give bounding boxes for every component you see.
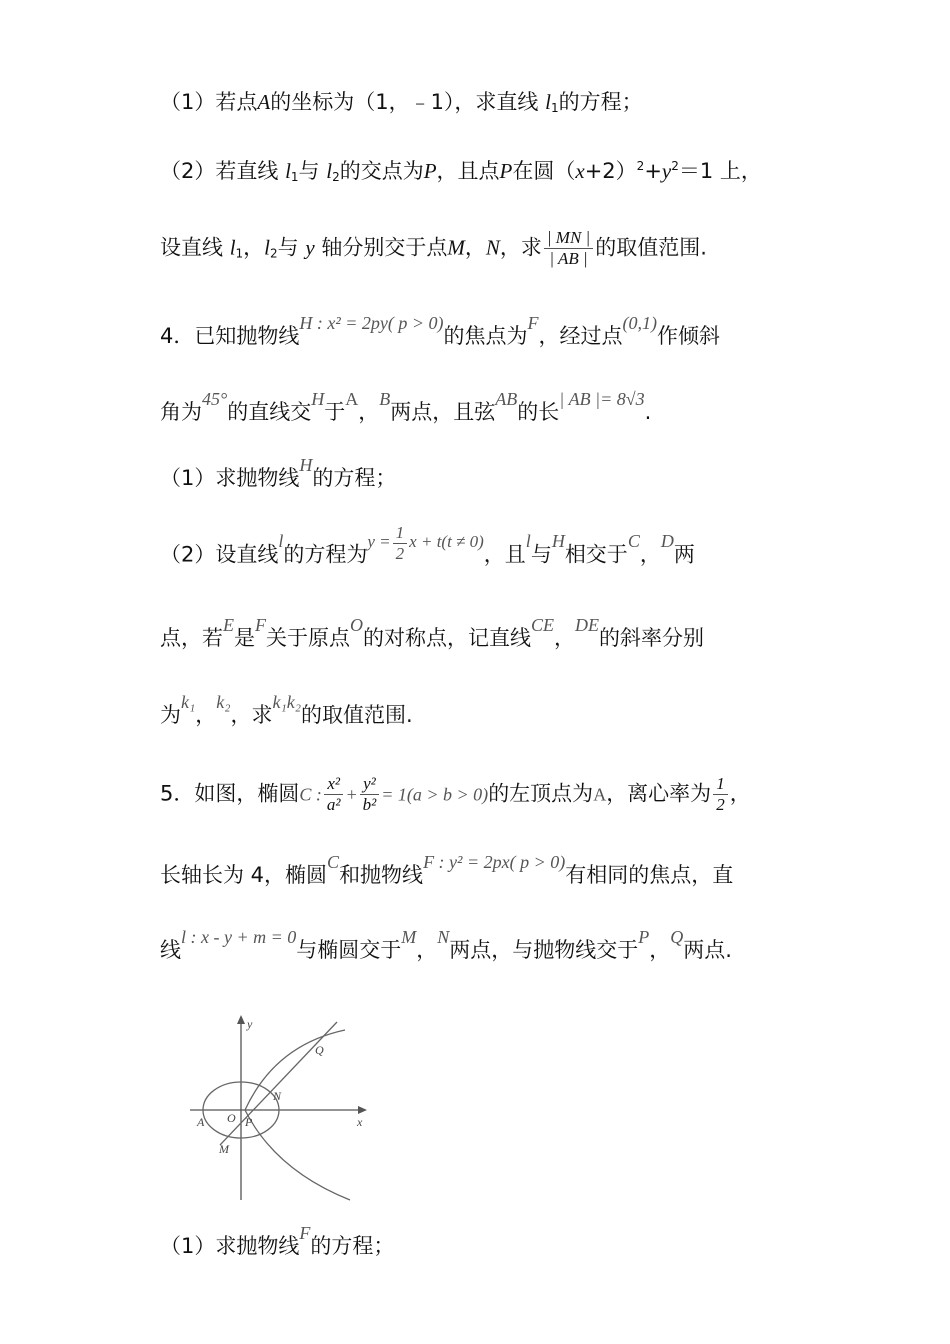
label-y: y (247, 1017, 253, 1031)
eq-part: y = (367, 532, 391, 552)
subscript: 1 (290, 170, 299, 184)
var-y: y (305, 235, 315, 260)
q4-line1 (160, 313, 721, 351)
text: ，离心率为 (606, 781, 712, 806)
text: 与 (277, 235, 299, 260)
text: 在圆（ (512, 159, 576, 183)
var-k1k2: k₁k₂ (272, 692, 301, 712)
text: ，求 (230, 703, 273, 727)
numerator: y² (360, 774, 380, 795)
text: 的方程； (310, 1234, 395, 1258)
text: 线 (160, 938, 181, 962)
equation: | AB |= 8√3 (559, 389, 645, 409)
var-N: N (485, 235, 500, 260)
subscript: 1 (235, 246, 244, 261)
text: 轴分别交于点 (321, 235, 448, 260)
var-CE: CE (531, 615, 555, 635)
text: ， (358, 400, 380, 424)
var-l: l (545, 90, 551, 114)
text: 的方程； (312, 466, 397, 490)
point: (0,1) (622, 313, 658, 333)
subscript: 2 (332, 170, 340, 184)
parabola (245, 1030, 350, 1200)
text: 是 (234, 626, 255, 650)
equation: l : x - y + m = 0 (181, 927, 297, 947)
superscript: 2 (671, 159, 679, 173)
text: 的长 (517, 400, 560, 424)
subscript: 1 (550, 101, 559, 115)
var-k1: k₁ (181, 692, 196, 712)
text: + (644, 159, 662, 183)
var-B: B (379, 389, 391, 409)
q5-part1 (160, 1223, 395, 1261)
text: 的焦点为 (443, 324, 528, 348)
label-N: N (273, 1089, 282, 1103)
var-P: P (499, 159, 513, 183)
text: 两点，且弦 (390, 400, 496, 424)
text: 设直线 (160, 235, 223, 260)
label-O: O (227, 1111, 236, 1125)
text: ， (464, 235, 486, 260)
var-O: O (350, 615, 363, 635)
text: 的斜率分别 (599, 626, 705, 650)
q4-line2 (160, 389, 652, 427)
var-AB: AB (495, 389, 518, 409)
text: （2）设直线 (160, 542, 279, 567)
label-A: A (197, 1115, 205, 1129)
text: 的坐标为（1，﹣1），求直线 (270, 90, 539, 114)
text: 点，若 (160, 626, 223, 650)
eq-part: x + t(t ≠ 0) (409, 532, 484, 552)
text: ， (243, 235, 265, 260)
text: 的方程； (558, 90, 643, 114)
var-H: H (299, 455, 313, 475)
q5-line1 (160, 774, 751, 815)
text: 有相同的焦点，直 (565, 863, 734, 887)
text: ，且 (483, 542, 526, 567)
text: ，求 (499, 235, 542, 260)
q4-part2b (160, 615, 705, 653)
var-Q: Q (670, 927, 684, 947)
var-N: N (437, 927, 450, 947)
text: ， (554, 626, 576, 650)
ellipse-parabola-figure (185, 1010, 385, 1210)
text: 的直线交 (227, 400, 312, 424)
var-l: l (278, 531, 284, 552)
label-x: x (357, 1115, 363, 1129)
superscript: 2 (636, 159, 645, 173)
text: 4．已知抛物线 (160, 324, 300, 348)
denominator: b² (362, 795, 377, 814)
text: 和抛物线 (339, 863, 424, 887)
text: ，且点 (436, 159, 500, 183)
text: （2）若直线 (160, 159, 279, 183)
text: 的对称点，记直线 (363, 626, 531, 650)
equation: F : y² = 2px( p > 0) (423, 852, 566, 872)
numerator: 1 (393, 523, 408, 544)
operator: + (345, 784, 358, 805)
text: 两点，与抛物线交于 (449, 938, 639, 962)
text: 的交点为 (339, 159, 424, 183)
text: 的取值范围. (301, 703, 413, 727)
text: 5．如图，椭圆 (160, 781, 300, 806)
text: . (644, 400, 652, 424)
var-y: y (661, 159, 672, 183)
var-k2: k₂ (216, 692, 231, 712)
text: 的方程为 (283, 542, 368, 567)
denominator: 2 (395, 544, 405, 563)
text: 关于原点 (266, 626, 350, 650)
var-M: M (447, 235, 465, 260)
var-H: H (311, 389, 325, 409)
label-P: P (245, 1115, 253, 1129)
text: 与 (530, 542, 552, 567)
text: 的左顶点为 (488, 781, 594, 806)
denominator: | AB | (549, 249, 588, 268)
var-E: E (223, 615, 234, 635)
var-D: D (660, 531, 674, 552)
subscript: 2 (270, 246, 278, 261)
label-M: M (219, 1142, 229, 1156)
fraction-mn-ab (544, 228, 593, 269)
var-l: l (264, 235, 271, 260)
var-F: F (527, 313, 539, 333)
numerator: 1 (713, 774, 728, 795)
var-F: F (299, 1223, 311, 1243)
var-l: l (229, 235, 236, 260)
text: ＝1 上， (678, 159, 762, 183)
text: 与椭圆交于 (296, 938, 402, 962)
text: 长轴长为 4，椭圆 (160, 863, 328, 887)
var-DE: DE (575, 615, 600, 635)
var-x: x (575, 159, 585, 183)
text: 两 (673, 542, 695, 567)
text: 与 (298, 159, 320, 183)
text: ， (416, 938, 438, 962)
equation: = 1(a > b > 0) (381, 784, 489, 805)
x-axis-arrow (358, 1106, 367, 1114)
var-C: C (627, 531, 640, 552)
var-A: A (593, 784, 607, 805)
var-F: F (255, 615, 266, 635)
text: +2） (584, 159, 637, 183)
q5-line2 (160, 852, 734, 890)
text: ， (649, 938, 671, 962)
q4-part2 (160, 523, 695, 578)
line-l (220, 1022, 337, 1145)
text: ，经过点 (538, 324, 623, 348)
text: 角为 (160, 400, 202, 424)
text: （1）求抛物线 (160, 1234, 300, 1258)
text: 的取值范围. (595, 235, 707, 260)
var-A: A (345, 389, 359, 409)
text: ， (195, 703, 217, 727)
line-equation (367, 523, 484, 563)
var-M: M (401, 927, 417, 947)
text: 相交于 (564, 542, 628, 567)
var-H: H (551, 531, 565, 552)
q3-part1 (160, 88, 643, 122)
equation: H : x² = 2py( p > 0) (299, 313, 444, 333)
var-C: C (327, 852, 340, 872)
text: 于 (324, 400, 346, 424)
var-l: l (525, 531, 531, 552)
text: ， (639, 542, 661, 567)
numerator: x² (324, 774, 344, 795)
text: （1）求抛物线 (160, 466, 300, 490)
text: 作倾斜 (657, 324, 721, 348)
q4-part2c (160, 692, 413, 730)
q5-line3 (160, 927, 732, 965)
var-l: l (326, 159, 333, 183)
q4-part1 (160, 455, 397, 493)
numerator: | MN | (544, 228, 593, 249)
var-A: A (257, 90, 271, 114)
denominator: 2 (716, 795, 725, 814)
denominator: a² (326, 795, 341, 814)
var-l: l (285, 159, 291, 183)
text: 为 (160, 703, 181, 727)
var-C: C : (299, 784, 322, 805)
text: ， (729, 781, 751, 806)
label-Q: Q (315, 1043, 324, 1057)
var-P: P (423, 159, 437, 183)
q3-part2 (160, 152, 762, 191)
q3-part2b (160, 228, 707, 269)
angle: 45° (202, 389, 228, 409)
y-axis-arrow (237, 1015, 245, 1024)
var-P: P (638, 927, 650, 947)
text: 两点. (683, 938, 732, 962)
text: （1）若点 (160, 90, 258, 114)
